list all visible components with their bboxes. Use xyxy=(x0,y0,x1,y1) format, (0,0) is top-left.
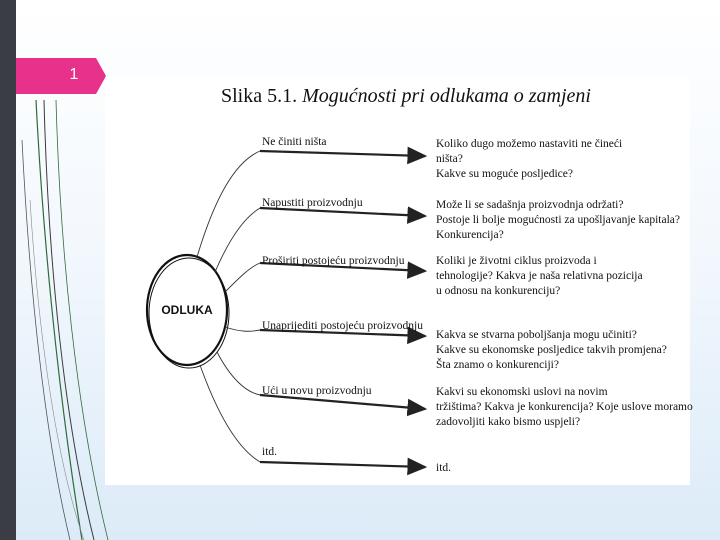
result-line: u odnosu na konkurenciju? xyxy=(436,285,561,297)
option-label: Proširiti postojeću proizvodnju xyxy=(262,255,405,267)
option-result xyxy=(436,137,622,182)
arrow-6 xyxy=(260,462,425,467)
result-line: tehnologije? Kakva je naša relativna pozicija xyxy=(436,270,643,282)
option-label: itd. xyxy=(262,446,278,458)
result-line: itd. xyxy=(436,462,452,474)
option-label: Unaprijediti postojeću proizvodnju xyxy=(262,320,423,332)
decision-diagram-figure xyxy=(105,77,693,485)
result-line: Kakvi su ekonomski uslovi na novim xyxy=(436,386,608,398)
result-line: Kakva se stvarna poboljšanja mogu učiniti? xyxy=(436,329,637,341)
result-line: tržištima? Kakva je konkurencija? Koje uslove moramo xyxy=(436,401,693,413)
option-label: Napustiti proizvodnju xyxy=(262,197,363,209)
result-line: ništa? xyxy=(436,153,463,165)
result-line: Može li se sadašnja proizvodnja održati? xyxy=(436,199,624,211)
figure-title-text: Mogućnosti pri odlukama o zamjeni xyxy=(302,85,591,107)
result-line: Koliko dugo možemo nastaviti ne čineći xyxy=(436,138,623,150)
result-line: Konkurencija? xyxy=(436,229,504,241)
result-line: zadovoljiti kako bismo uspjeli? xyxy=(436,416,581,428)
left-accent-bar xyxy=(0,0,16,540)
slide-number: 1 xyxy=(69,66,79,83)
center-label: ODLUKA xyxy=(161,303,213,317)
option-result xyxy=(436,328,667,373)
option-label: Ući u novu proizvodnju xyxy=(262,385,372,397)
option-label: Ne činiti ništa xyxy=(262,136,327,148)
option-result xyxy=(436,254,643,299)
result-line: Koliki je životni ciklus proizvoda i xyxy=(436,255,597,267)
figure-title-number: Slika 5.1. xyxy=(221,85,298,107)
option-result xyxy=(436,198,680,243)
result-line: Kakve su ekonomske posljedice takvih promjena? xyxy=(436,344,667,356)
arrow-1 xyxy=(260,151,425,156)
slide-number-tab xyxy=(16,58,106,94)
branch-1 xyxy=(197,151,260,257)
option-result xyxy=(436,461,451,476)
result-line: Kakve su moguće posljedice? xyxy=(436,168,573,180)
result-line: Postoje li bolje mogućnosti za upošljavanje kapitala? xyxy=(436,214,680,226)
option-result xyxy=(436,385,693,430)
result-line: Šta znamo o konkurenciji? xyxy=(436,359,559,371)
